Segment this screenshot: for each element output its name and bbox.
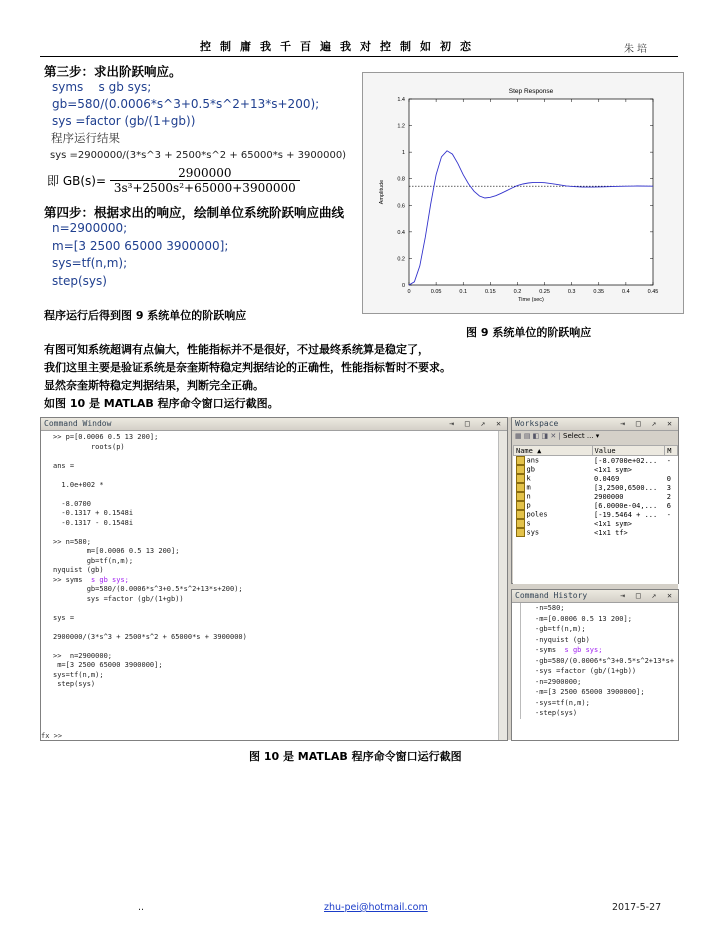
output-label: 程序运行结果	[51, 131, 120, 145]
y-tick-label: 0	[401, 283, 405, 289]
gb-denominator: 3s³+2500s²+65000+3900000	[113, 181, 296, 195]
command-line: 2900000/(3*s^3 + 2500*s^2 + 65000*s + 3900000)	[53, 632, 247, 641]
toolbar-icons[interactable]: ▦ ▤ ◧ ◨ ✕ |	[515, 432, 561, 440]
x-tick-label: 0.15	[484, 289, 496, 295]
gb-formula	[47, 166, 300, 195]
variable-icon	[516, 519, 525, 528]
variable-name: n	[514, 492, 593, 501]
column-header-value[interactable]: Value	[592, 446, 665, 456]
workspace-row[interactable]	[514, 483, 678, 492]
variable-m	[665, 528, 678, 537]
command-line: ans =	[53, 461, 75, 470]
command-line: sys =factor (gb/(1+gb))	[53, 594, 184, 603]
command-line	[53, 623, 495, 633]
command-line: roots(p)	[53, 442, 125, 451]
variable-icon	[516, 456, 525, 465]
y-tick-label: 1	[401, 150, 405, 157]
variable-icon	[516, 483, 525, 492]
workspace-row[interactable]	[514, 501, 678, 510]
x-tick-label: 0.1	[459, 289, 468, 295]
command-line: m=[3 2500 65000 3900000];	[53, 661, 163, 669]
command-line: sys =	[53, 613, 75, 622]
y-tick-label: 1.4	[397, 97, 405, 103]
command-window-titlebar	[41, 418, 507, 431]
variable-name: poles	[514, 510, 593, 519]
command-line: >> p=[0.0006 0.5 13 200];	[53, 433, 159, 441]
string-literal: s gb sys;	[564, 646, 603, 654]
variable-name: sys	[514, 528, 593, 537]
workspace-panel	[511, 417, 679, 584]
variable-name: k	[514, 474, 593, 483]
command-line	[53, 642, 495, 652]
variable-name: m	[514, 483, 593, 492]
command-line: nyquist (gb)	[53, 566, 104, 574]
command-line	[53, 452, 495, 462]
workspace-toolbar	[512, 431, 678, 445]
code-line: step(sys)	[52, 273, 107, 288]
code-line: syms s gb sys;	[52, 80, 152, 94]
footer-left: ..	[138, 902, 145, 913]
history-item[interactable]: -n=2900000;	[535, 677, 582, 686]
column-header-m[interactable]: M	[665, 446, 678, 456]
history-item[interactable]: -m=[0.0006 0.5 13 200];	[535, 614, 632, 623]
y-tick-label: 0.8	[397, 176, 405, 183]
code-line: sys=tf(n,m);	[52, 256, 128, 270]
x-tick-label: 0.3	[567, 289, 576, 295]
chevron-down-icon[interactable]: ▾	[595, 432, 600, 440]
command-output[interactable]	[41, 431, 507, 692]
command-line: >> n=580;	[53, 537, 91, 546]
gb-fraction	[110, 166, 300, 195]
history-titlebar	[512, 590, 678, 603]
command-window-title: Command Window	[44, 419, 112, 428]
variable-name: s	[514, 519, 593, 528]
y-tick-label: 0.2	[397, 256, 405, 263]
variable-icon	[516, 501, 525, 510]
command-line: >> syms s gb sys;	[53, 575, 129, 584]
history-lines	[520, 603, 678, 719]
code-line: n=2900000;	[52, 221, 128, 235]
figure9-caption: 图 9 系统单位的阶跃响应	[466, 326, 592, 339]
body-line: 我们这里主要是验证系统是奈奎斯特稳定判据结论的正确性，性能指标暂时不要求。	[44, 361, 451, 374]
body-line: 有图可知系统超调有点偏大，性能指标并不是很好，不过最终系统算是稳定了，	[44, 343, 429, 356]
gb-prefix: 即 GB(s)=	[47, 174, 107, 188]
step4-code	[52, 220, 228, 290]
variable-icon	[516, 474, 525, 483]
variable-m: 6	[666, 501, 671, 510]
code-line: sys =factor (gb/(1+gb))	[52, 114, 196, 128]
workspace-row[interactable]	[514, 528, 678, 537]
variable-value: 2900000	[594, 492, 624, 501]
variable-value: [6.0000e-04,...	[594, 501, 658, 510]
history-item[interactable]: -n=580;	[535, 604, 565, 612]
workspace-row[interactable]	[514, 474, 678, 483]
y-tick-label: 1.2	[397, 123, 405, 130]
plot-area	[409, 99, 653, 285]
footer-date: 2017-5-27	[612, 902, 662, 913]
history-item[interactable]: -nyquist (gb)	[535, 635, 590, 644]
workspace-table-container	[513, 445, 678, 584]
workspace-row[interactable]	[514, 492, 678, 501]
variable-name: gb	[514, 465, 593, 474]
command-line: -0.1317 - 0.1548i	[53, 518, 134, 527]
step4-after-text: 程序运行后得到图 9 系统单位的阶跃响应	[44, 309, 247, 322]
body-line: 如图 10 是 MATLAB 程序命令窗口运行截图。	[44, 397, 279, 410]
select-dropdown[interactable]: Select ...	[563, 432, 594, 440]
command-line	[53, 528, 495, 538]
y-tick-label: 0.4	[397, 229, 405, 236]
history-item[interactable]: -sys=tf(n,m);	[535, 698, 590, 707]
history-item[interactable]: -gb=580/(0.0006*s^3+0.5*s^2+13*s+	[535, 656, 675, 665]
y-tick-label: 0.6	[397, 203, 405, 210]
command-line: >> n=2900000;	[53, 651, 113, 660]
header-title: 控制庸我千百遍我对控制如初恋	[200, 40, 480, 53]
step4-heading: 第四步：根据求出的响应，绘制单位系统阶跃响应曲线	[44, 205, 345, 220]
variable-m: -	[666, 510, 671, 519]
x-tick-label: 0.35	[593, 289, 605, 295]
gb-numerator: 2900000	[110, 166, 300, 181]
history-item[interactable]: -syms s gb sys;	[535, 646, 603, 654]
x-tick-label: 0	[407, 289, 411, 295]
workspace-row[interactable]	[514, 519, 678, 528]
workspace-row[interactable]	[514, 456, 678, 466]
variable-value: <1x1 sym>	[594, 465, 632, 474]
body-paragraph	[44, 341, 451, 413]
variable-value: [-8.0700e+02...	[594, 456, 658, 465]
command-window	[40, 417, 508, 741]
variable-m	[665, 465, 678, 474]
workspace-table	[513, 445, 678, 537]
code-line: gb=580/(0.0006*s^3+0.5*s^2+13*s+200);	[52, 97, 320, 111]
command-line: 1.0e+002 *	[53, 480, 104, 489]
figure9-frame	[362, 72, 684, 314]
step3-code	[52, 79, 319, 130]
variable-icon	[516, 510, 525, 519]
history-item[interactable]: -gb=tf(n,m);	[535, 625, 586, 633]
window-controls[interactable]: ⇥ □ ↗ ✕	[449, 419, 504, 428]
string-literal: s gb sys;	[90, 575, 129, 584]
variable-value: <1x1 tf>	[594, 528, 628, 537]
matlab-screenshot	[40, 417, 678, 740]
command-scrollbar[interactable]	[498, 431, 507, 740]
footer-email-link[interactable]: zhu-pei@hotmail.com	[324, 902, 428, 913]
command-line: step(sys)	[53, 680, 96, 688]
variable-m: -	[666, 456, 671, 465]
history-title: Command History	[515, 591, 588, 600]
step-response-chart	[363, 73, 683, 313]
workspace-titlebar	[512, 418, 678, 431]
command-line: gb=580/(0.0006*s^3+0.5*s^2+13*s+200);	[53, 585, 243, 593]
variable-icon	[516, 465, 525, 474]
workspace-row[interactable]	[514, 510, 678, 519]
command-line: sys=tf(n,m);	[53, 670, 104, 679]
x-axis-label: Time (sec)	[518, 297, 544, 303]
window-controls[interactable]: ⇥ □ ↗ ✕	[620, 591, 675, 600]
variable-value: [3,2500,6500...	[594, 483, 658, 492]
x-tick-label: 0.4	[622, 289, 630, 295]
command-line	[53, 604, 495, 614]
command-line: m=[0.0006 0.5 13 200];	[53, 547, 180, 555]
command-line	[53, 471, 495, 481]
variable-icon	[516, 528, 525, 537]
workspace-row[interactable]	[514, 465, 678, 474]
x-tick-label: 0.25	[539, 289, 550, 295]
x-tick-label: 0.45	[647, 289, 659, 295]
command-line: gb=tf(n,m);	[53, 556, 134, 565]
command-line: -8.0700	[53, 499, 91, 508]
variable-m: 2	[666, 492, 671, 501]
history-item[interactable]: -sys =factor (gb/(1+gb))	[535, 667, 637, 675]
command-prompt[interactable]: fx >>	[41, 732, 63, 740]
command-line: -0.1317 + 0.1548i	[53, 509, 134, 517]
workspace-title: Workspace	[515, 419, 559, 428]
body-line: 显然奈奎斯特稳定判据结果，判断完全正确。	[44, 379, 264, 392]
history-panel	[511, 589, 679, 741]
history-list	[512, 603, 678, 740]
workspace-header-row	[514, 446, 678, 456]
command-line	[53, 490, 495, 500]
column-header-name[interactable]: Name ▲	[514, 446, 593, 456]
variable-value: 0.0469	[594, 474, 620, 483]
variable-m	[665, 519, 678, 528]
step3-heading: 第三步：求出阶跃响应。	[44, 64, 182, 79]
x-tick-label: 0.2	[513, 289, 522, 295]
output-line: sys =2900000/(3*s^3 + 2500*s^2 + 65000*s + 3900000)	[50, 150, 347, 161]
variable-name: ans	[514, 456, 593, 466]
figure10-caption: 图 10 是 MATLAB 程序命令窗口运行截图	[249, 750, 462, 763]
y-axis-label: Amplitude	[379, 179, 385, 205]
variable-value: <1x1 sym>	[594, 519, 632, 528]
header-rule	[40, 56, 678, 57]
header-author: 朱培	[624, 44, 650, 55]
variable-m: 3	[666, 483, 671, 492]
variable-m: 0	[666, 474, 671, 483]
x-tick-label: 0.05	[430, 289, 442, 295]
variable-name: p	[514, 501, 593, 510]
code-line: m=[3 2500 65000 3900000];	[52, 238, 229, 253]
variable-icon	[516, 492, 525, 501]
chart-title: Step Response	[508, 88, 554, 95]
history-item[interactable]: -m=[3 2500 65000 3900000];	[535, 688, 645, 696]
history-item[interactable]: -step(sys)	[535, 709, 578, 717]
variable-value: [-19.5464 + ...	[594, 510, 658, 519]
window-controls[interactable]: ⇥ □ ↗ ✕	[620, 419, 675, 428]
